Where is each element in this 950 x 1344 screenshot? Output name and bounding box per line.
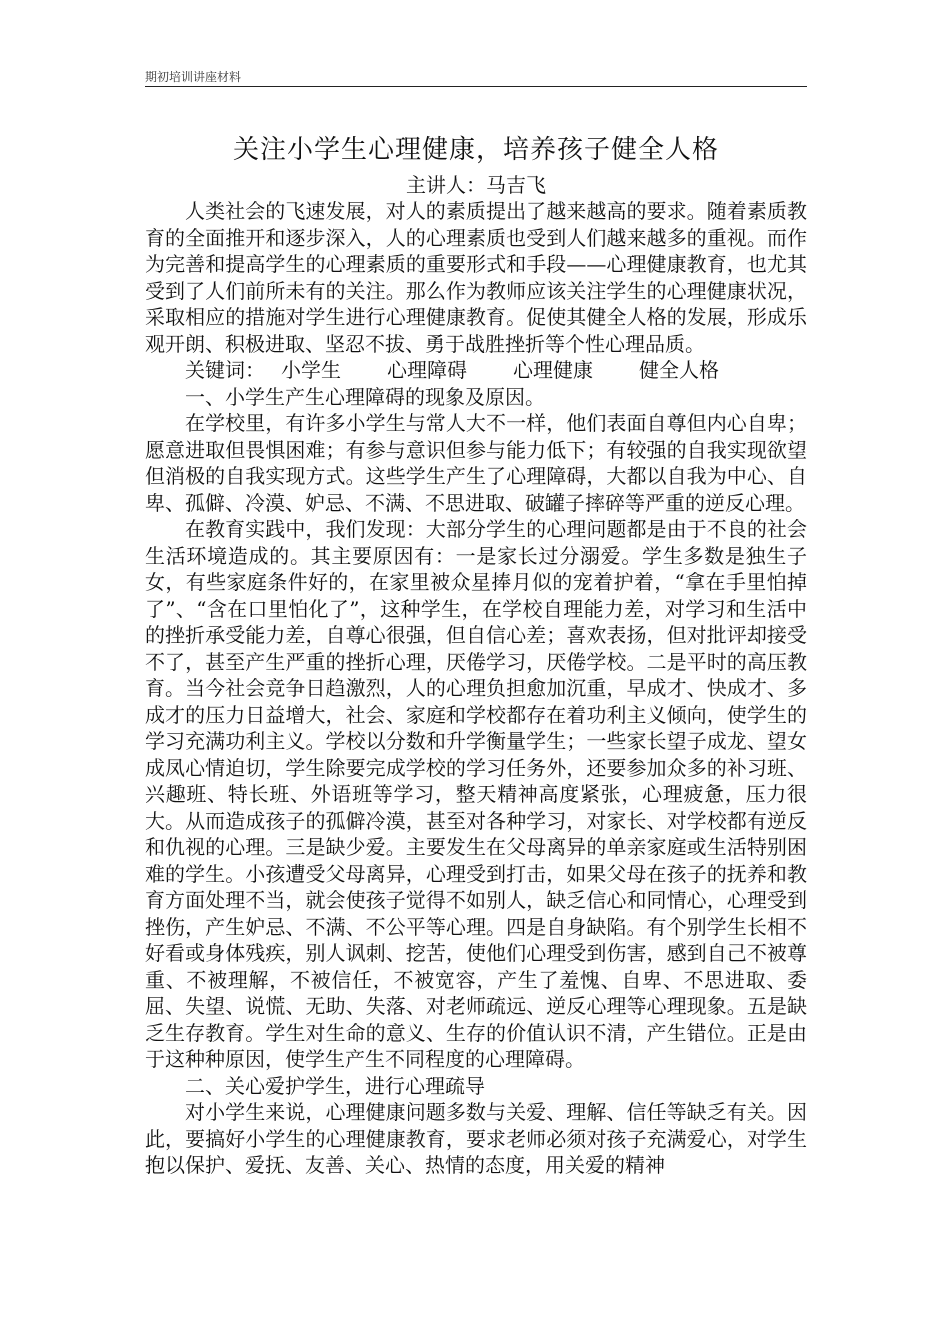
keyword-item: 心理健康 — [513, 358, 593, 382]
keyword-item: 小学生 — [281, 358, 341, 382]
body-paragraph: 对小学生来说，心理健康问题多数与关爱、理解、信任等缺乏有关。因此，要搞好小学生的心理健康教育，要求老师必须对孩子充满爱心，对学生抱以保护、爱抚、友善、关心、热情的态度，用关爱的精神 — [145, 1100, 807, 1177]
body-paragraph: 在学校里，有许多小学生与常人大不一样，他们表面自尊但内心自卑；愿意进取但畏惧困难；有参与意识但参与能力低下；有较强的自我实现欲望但消极的自我实现方式。这些学生产生了心理障碍，大都以自我为中心、自卑、孤僻、冷漠、妒忌、不满、不思进取、破罐子摔碎等严重的逆反心理。 — [145, 411, 807, 515]
body-paragraph: 在教育实践中，我们发现：大部分学生的心理问题都是由于不良的社会生活环境造成的。其主要原因有：一是家长过分溺爱。学生多数是独生子女，有些家庭条件好的，在家里被众星捧月似的宠着护着，“拿在手里怕掉了”、“含在口里怕化了”，这种学生，在学校自理能力差，对学习和生活中的挫折承受能力差，自尊心很强，但自信心差；喜欢表扬，但对批评却接受不了，甚至产生严重的挫折心理，厌倦学习，厌倦学校。二是平时的高压教育。当今社会竞争日趋激烈，人的心理负担愈加沉重，早成才、快成才、多成才的压力日益增大，社会、家庭和学校都存在着功利主义倾向，使学生的学习充满功利主义。学校以分数和升学衡量学生；一些家长望子成龙、望女成凤心情迫切，学生除要完成学校的学习任务外，还要参加众多的补习班、兴趣班、特长班、外语班等学习，整天精神高度紧张，心理疲惫，压力很大。从而造成孩子的孤僻冷漠，甚至对各种学习，对家长、对学校都有逆反和仇视的心理。三是缺少爱。主要发生在父母离异的单亲家庭或生活特别困难的学生。小孩遭受父母离异，心理受到打击，如果父母在孩子的抚养和教育方面处理不当，就会使孩子觉得不如别人，缺乏信心和同情心，心理受到挫伤，产生妒忌、不满、不公平等心理。四是自身缺陷。有个别学生长相不好看或身体残疾，别人讽刺、挖苦，使他们心理受到伤害，感到自己不被尊重、不被理解，不被信任，不被宽容，产生了羞愧、自卑、不思进取、委屈、失望、说慌、无助、失落、对老师疏远、逆反心理等心理现象。五是缺乏生存教育。学生对生命的意义、生存的价值认识不清，产生错位。正是由于这种种原因，使学生产生不同程度的心理障碍。 — [145, 517, 807, 1071]
keyword-item: 健全人格 — [639, 358, 719, 382]
section-heading: 二、关心爱护学生，进行心理疏导 — [185, 1073, 485, 1098]
header-text: 期初培训讲座材料 — [145, 70, 242, 84]
speaker-line: 主讲人：马吉飞 — [406, 173, 546, 197]
page-header — [145, 66, 807, 87]
keywords-line — [145, 357, 807, 384]
section-heading: 一、小学生产生心理障碍的现象及原因。 — [185, 384, 545, 409]
document-body — [145, 198, 807, 1179]
abstract-paragraph: 人类社会的飞速发展，对人的素质提出了越来越高的要求。随着素质教育的全面推开和逐步深入，人的心理素质也受到人们越来越多的重视。而作为完善和提高学生的心理素质的重要形式和手段——心理健康教育，也尤其受到了人们前所未有的关注。那么作为教师应该关注学生的心理健康状况，采取相应的措施对学生进行心理健康教育。促使其健全人格的发展，形成乐观开朗、积极进取、坚忍不拔、勇于战胜挫折等个性心理品质。 — [145, 199, 807, 356]
keywords-label: 关键词： — [185, 358, 265, 382]
keyword-item: 心理障碍 — [387, 358, 467, 382]
document-title: 关注小学生心理健康，培养孩子健全人格 — [232, 135, 719, 165]
